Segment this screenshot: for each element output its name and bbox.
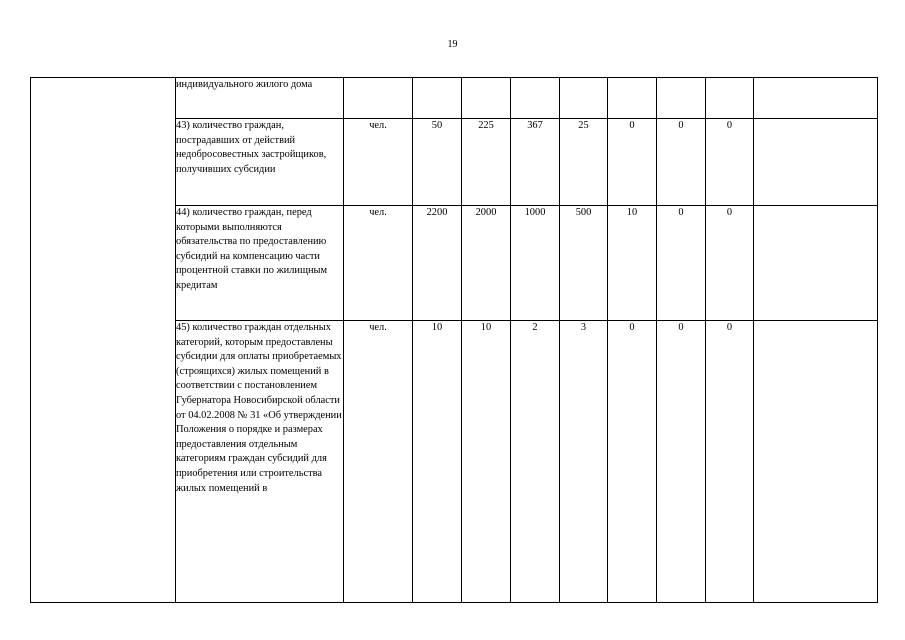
- table-row: [31, 78, 878, 119]
- value-cell: 0: [657, 206, 706, 321]
- value-cell: 367: [511, 119, 560, 206]
- value-cell: [706, 78, 754, 119]
- value-cell: [560, 78, 608, 119]
- value-cell: [657, 78, 706, 119]
- value-cell: 0: [706, 206, 754, 321]
- unit-cell: чел.: [344, 321, 413, 603]
- value-cell: [462, 78, 511, 119]
- value-cell: 10: [413, 321, 462, 603]
- value-cell: 50: [413, 119, 462, 206]
- unit-cell: чел.: [344, 206, 413, 321]
- value-cell: 2: [511, 321, 560, 603]
- indicator-description: индивидуального жилого дома: [176, 78, 344, 119]
- value-cell: 0: [608, 321, 657, 603]
- notes-cell: [754, 78, 878, 119]
- value-cell: 0: [657, 119, 706, 206]
- value-cell: [413, 78, 462, 119]
- indicator-description: 44) количество граждан, перед которыми выполняются обязательства по предоставлению субсидий на компенсацию части процентной ставки по жилищным кредитам: [176, 206, 344, 321]
- value-cell: 225: [462, 119, 511, 206]
- value-cell: 0: [706, 321, 754, 603]
- notes-cell: [754, 119, 878, 206]
- value-cell: [511, 78, 560, 119]
- page-number: 19: [447, 39, 458, 50]
- indicator-description: 45) количество граждан отдельных категорий, которым предоставлены субсидии для оплаты приобретаемых (строящихся) жилых помещений в соответствии с постановлением Губернатора Новосибирской области от 04.02.2008 № 31 «Об утверждении Положения о порядке и размерах предоставления отдельным категориям граждан субсидий для приобретения или строительства жилых помещений в: [176, 321, 344, 603]
- indicator-description: 43) количество граждан, пострадавших от действий недобросовестных застройщиков, получивших субсидии: [176, 119, 344, 206]
- unit-cell: [344, 78, 413, 119]
- value-cell: 3: [560, 321, 608, 603]
- value-cell: 10: [462, 321, 511, 603]
- value-cell: [608, 78, 657, 119]
- notes-cell: [754, 206, 878, 321]
- value-cell: 25: [560, 119, 608, 206]
- value-cell: 2000: [462, 206, 511, 321]
- value-cell: 0: [608, 119, 657, 206]
- indicators-table: [30, 77, 878, 603]
- notes-cell: [754, 321, 878, 603]
- section-cell: [31, 78, 176, 603]
- value-cell: 2200: [413, 206, 462, 321]
- unit-cell: чел.: [344, 119, 413, 206]
- value-cell: 0: [706, 119, 754, 206]
- value-cell: 500: [560, 206, 608, 321]
- value-cell: 0: [657, 321, 706, 603]
- value-cell: 1000: [511, 206, 560, 321]
- value-cell: 10: [608, 206, 657, 321]
